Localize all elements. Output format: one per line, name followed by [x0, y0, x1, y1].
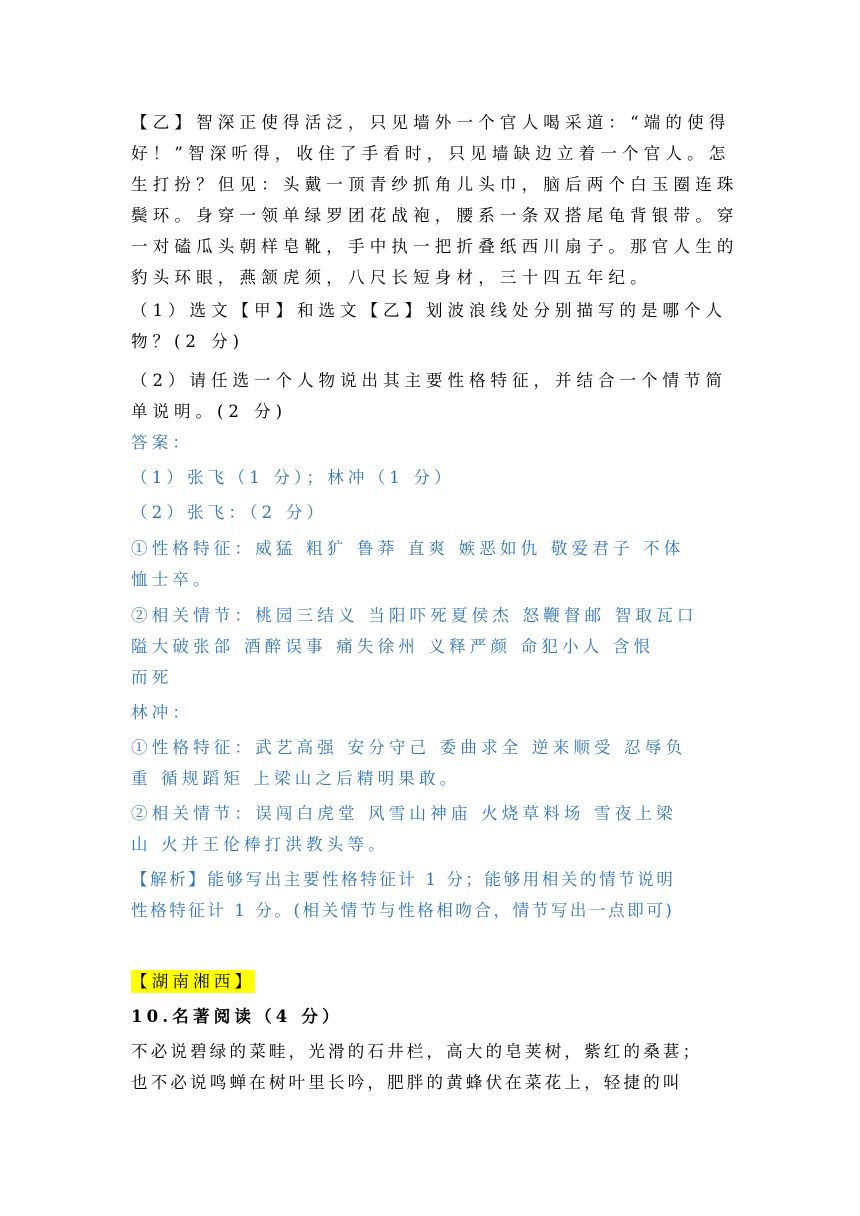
answer-label: 答案： [131, 433, 194, 452]
passage-line: 也不必说鸣蝉在树叶里长吟，肥胖的黄蜂伏在菜花上，轻捷的叫 [131, 1073, 683, 1092]
answer-line: 重 循规蹈矩 上梁山之后精明果敢。 [131, 769, 461, 788]
question-line: （1）选文【甲】和选文【乙】划波浪线处分别描写的是哪个人 [131, 301, 727, 320]
section-passage [131, 1036, 731, 1098]
answer-line: 而死 [131, 668, 173, 687]
answer-line: 山 火并王伦棒打洪教头等。 [131, 835, 389, 854]
question-1 [131, 295, 731, 357]
analysis-line: 性格特征计 1 分。(相关情节与性格相吻合，情节写出一点即可) [131, 901, 675, 920]
region-tag [131, 966, 731, 997]
question-title: 10.名著阅读（4 分） [131, 1007, 343, 1026]
answer-line: ②相关情节：桃园三结义 当阳吓死夏侯杰 怒鞭督邮 智取瓦口 [131, 606, 698, 625]
question-2 [131, 365, 731, 427]
answer-line: ①性格特征：武艺高强 安分守己 委曲求全 逆来顺受 忍辱负 [131, 738, 687, 757]
question-line: （2）请任选一个人物说出其主要性格特征，并结合一个情节简 [131, 371, 727, 390]
zhangfei-traits [131, 533, 731, 595]
passage-line: 豹头环眼，燕颔虎须，八尺长短身材，三十四五年纪。 [131, 268, 652, 287]
analysis [131, 864, 731, 926]
analysis-line: 【解析】能够写出主要性格特征计 1 分；能够用相关的情节说明 [131, 870, 676, 889]
passage-line: 鬓环。身穿一领单绿罗团花战袍，腰系一条双搭尾龟背银带。穿 [131, 206, 739, 225]
passage-line: 一对磕瓜头朝样皂靴，手中执一把折叠纸西川扇子。那官人生的 [131, 237, 739, 256]
linchong-label: 林冲： [131, 703, 194, 722]
answer-1: （1）张飞（1 分）；林冲（1 分） [131, 468, 455, 487]
answer-line: ②相关情节：误闯白虎堂 风雪山神庙 火烧草料场 雪夜上梁 [131, 804, 677, 823]
answer-2: （2）张飞：（2 分） [131, 503, 328, 522]
passage-line: 不必说碧绿的菜畦，光滑的石井栏，高大的皂荚树，紫红的桑葚； [131, 1042, 703, 1061]
passage-line: 好！”智深听得，收住了手看时，只见墙缺边立着一个官人。怎 [131, 144, 731, 163]
region-tag-highlight: 【湖南湘西】 [131, 972, 256, 991]
answer-line: 恤士卒。 [131, 570, 214, 589]
answer-line: 隘大破张郃 酒醉误事 痛失徐州 义释严颜 命犯小人 含恨 [131, 637, 655, 656]
question-line: 单说明。(2 分) [131, 402, 288, 421]
question-line: 物？(2 分) [131, 332, 245, 351]
passage-yi [131, 107, 739, 293]
answer-line: ①性格特征：威猛 粗犷 鲁莽 直爽 嫉恶如仇 敬爱君子 不体 [131, 539, 685, 558]
linchong-traits [131, 732, 731, 794]
zhangfei-plots [131, 600, 731, 693]
linchong-plots [131, 798, 731, 860]
passage-line: 【乙】智深正使得活泛，只见墙外一个官人喝采道：“端的使得 [131, 113, 731, 132]
passage-line: 生打扮？但见：头戴一顶青纱抓角儿头巾，脑后两个白玉圈连珠 [131, 175, 739, 194]
